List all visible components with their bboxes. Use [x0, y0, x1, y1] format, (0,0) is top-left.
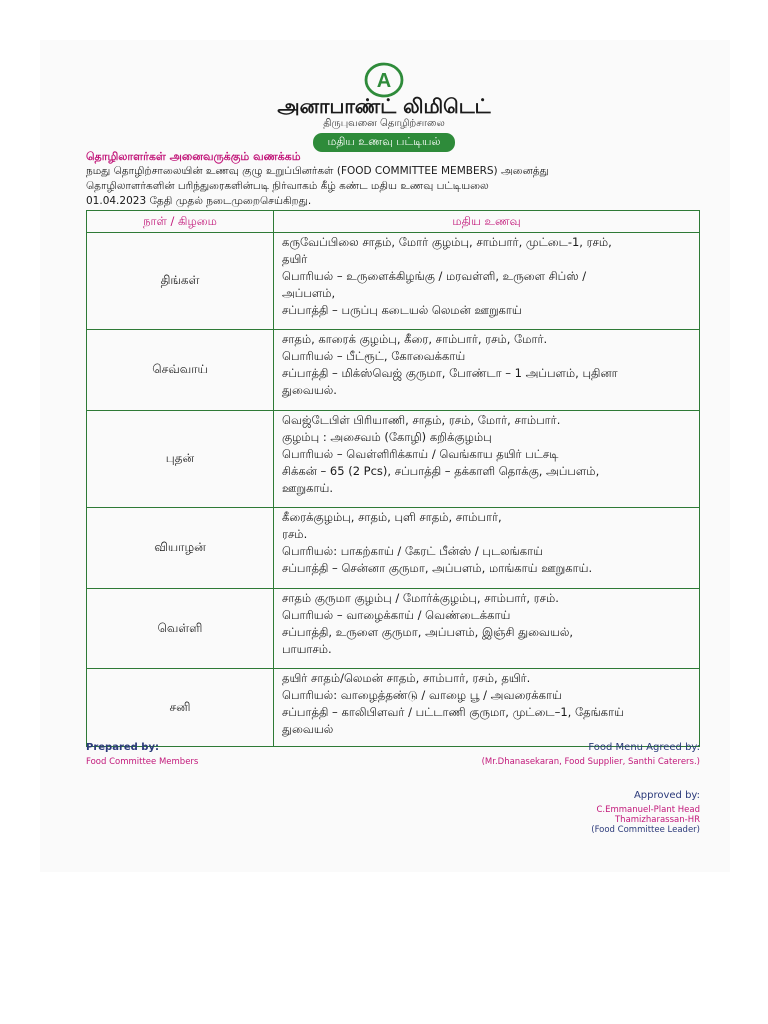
day-cell: சனி [87, 669, 274, 747]
company-logo-icon [364, 62, 404, 98]
meal-line: பொரியல்: வாழைத்தண்டு / வாழை பூ / அவரைக்காய் [282, 688, 562, 702]
day-cell: வெள்ளி [87, 589, 274, 669]
meal-line: சப்பாத்தி – காலிபிளவர் / பட்டாணி குருமா, முட்டை–1, தேங்காய் [282, 705, 624, 719]
day-cell: வியாழன் [87, 508, 274, 589]
meal-line: கருவேப்பிலை சாதம், மோர் குழம்பு, சாம்பார், முட்டை-1, ரசம், [282, 235, 612, 249]
meal-cell [274, 589, 700, 669]
approver-hr: Thamizharassan-HR [614, 815, 700, 825]
meal-line: தயிர் சாதம்/லெமன் சாதம், சாம்பார், ரசம், தயிர். [282, 671, 531, 685]
meal-line: சாதம் குருமா குழம்பு / மோர்க்குழம்பு, சாம்பார், ரசம். [282, 591, 559, 605]
meal-line: சப்பாத்தி – பருப்பு கடையல் லெமன் ஊறுகாய் [282, 303, 522, 317]
meal-cell [274, 233, 700, 330]
meal-line: வெஜ்டேபிள் பிரியாணி, சாதம், ரசம், மோர், சாம்பார். [282, 413, 561, 427]
table-row [87, 508, 700, 589]
meal-line: துவையல். [282, 383, 337, 397]
meal-line: சாதம், காரைக் குழம்பு, கீரை, சாம்பார், ரசம், மோர். [282, 332, 548, 346]
meal-line: அப்பளம், [282, 286, 336, 300]
header-day: நாள் / கிழமை [87, 211, 274, 233]
unit-name: திருபுவனை தொழிற்சாலை [323, 118, 445, 129]
meal-line: சப்பாத்தி, உருளை குருமா, அப்பளம், இஞ்சி துவையல், [282, 625, 574, 639]
menu-table [86, 210, 700, 747]
meal-line: சப்பாத்தி – சென்னா குருமா, அப்பளம், மாங்காய் ஊறுகாய். [282, 561, 593, 575]
meal-line: கீரைக்குழம்பு, சாதம், புளி சாதம், சாம்பார், [282, 510, 502, 524]
menu-title-banner: மதிய உணவு பட்டியல் [313, 133, 454, 152]
company-name: அனாபாண்ட் லிமிடெட் [277, 94, 491, 118]
meal-line: சப்பாத்தி – மிக்ஸ்வெஜ் குருமா, போண்டா – 1 அப்பளம், புதினா [282, 366, 618, 380]
meal-line: பொரியல் – உருளைக்கிழங்கு / மரவள்ளி, உருளை சிப்ஸ் / [282, 269, 587, 283]
prepared-by-label: Prepared by: [86, 742, 159, 753]
meal-line: பொரியல்: பாகற்காய் / கேரட் பீன்ஸ் / புடலங்காய் [282, 544, 543, 558]
prepared-by-value: Food Committee Members [86, 757, 199, 767]
meal-cell [274, 669, 700, 747]
meal-cell [274, 508, 700, 589]
meal-line: பொரியல் – பீட்ரூட், கோவைக்காய் [282, 349, 466, 363]
table-row [87, 669, 700, 747]
table-row [87, 330, 700, 411]
greeting: தொழிலாளர்கள் அனைவருக்கும் வணக்கம் [86, 150, 301, 163]
intro-line: தொழிலாளர்களின் பரிந்துரைகளின்படி நிர்வாகம் கீழ் கண்ட மதிய உணவு பட்டியலை [86, 180, 489, 192]
header-meal: மதிய உணவு [274, 211, 700, 233]
day-cell: புதன் [87, 411, 274, 508]
agreed-by-value: (Mr.Dhanasekaran, Food Supplier, Santhi Caterers.) [481, 757, 700, 767]
intro-paragraph [86, 164, 646, 209]
meal-line: பொரியல் – வெள்ளிரிக்காய் / வெங்காய தயிர் பட்சடி [282, 447, 559, 461]
table-row [87, 589, 700, 669]
table-header-row [87, 211, 700, 233]
meal-line: பாயாசம். [282, 642, 332, 656]
meal-line: சிக்கன் – 65 (2 Pcs), சப்பாத்தி – தக்காளி தொக்கு, அப்பளம், [282, 464, 600, 478]
meal-cell [274, 330, 700, 411]
meal-line: பொரியல் – வாழைக்காய் / வெண்டைக்காய் [282, 608, 511, 622]
intro-line: 01.04.2023 தேதி முதல் நடைமுறைசெய்கிறது. [86, 195, 312, 207]
svg-text:A: A [376, 70, 392, 92]
table-row [87, 411, 700, 508]
day-cell: திங்கள் [87, 233, 274, 330]
logo [0, 62, 768, 98]
meal-line: குழம்பு : அசைவம் (கோழி) கறிக்குழம்பு [282, 430, 492, 444]
meal-line: ரசம். [282, 527, 308, 541]
approved-by-label: Approved by: [633, 790, 700, 801]
meal-line: ஊறுகாய். [282, 481, 333, 495]
day-cell: செவ்வாய் [87, 330, 274, 411]
table-row [87, 233, 700, 330]
approver-note: (Food Committee Leader) [591, 825, 700, 835]
meal-line: தயிர் [282, 252, 308, 266]
agreed-by-label: Food Menu Agreed by: [588, 742, 700, 753]
approver-plant-head: C.Emmanuel-Plant Head [596, 805, 700, 815]
meal-line: துவையல் [282, 722, 334, 736]
meal-cell [274, 411, 700, 508]
intro-line: நமது தொழிற்சாலையின் உணவு குழு உறுப்பினர்கள் (FOOD COMMITTEE MEMBERS) அனைத்து [86, 165, 549, 177]
